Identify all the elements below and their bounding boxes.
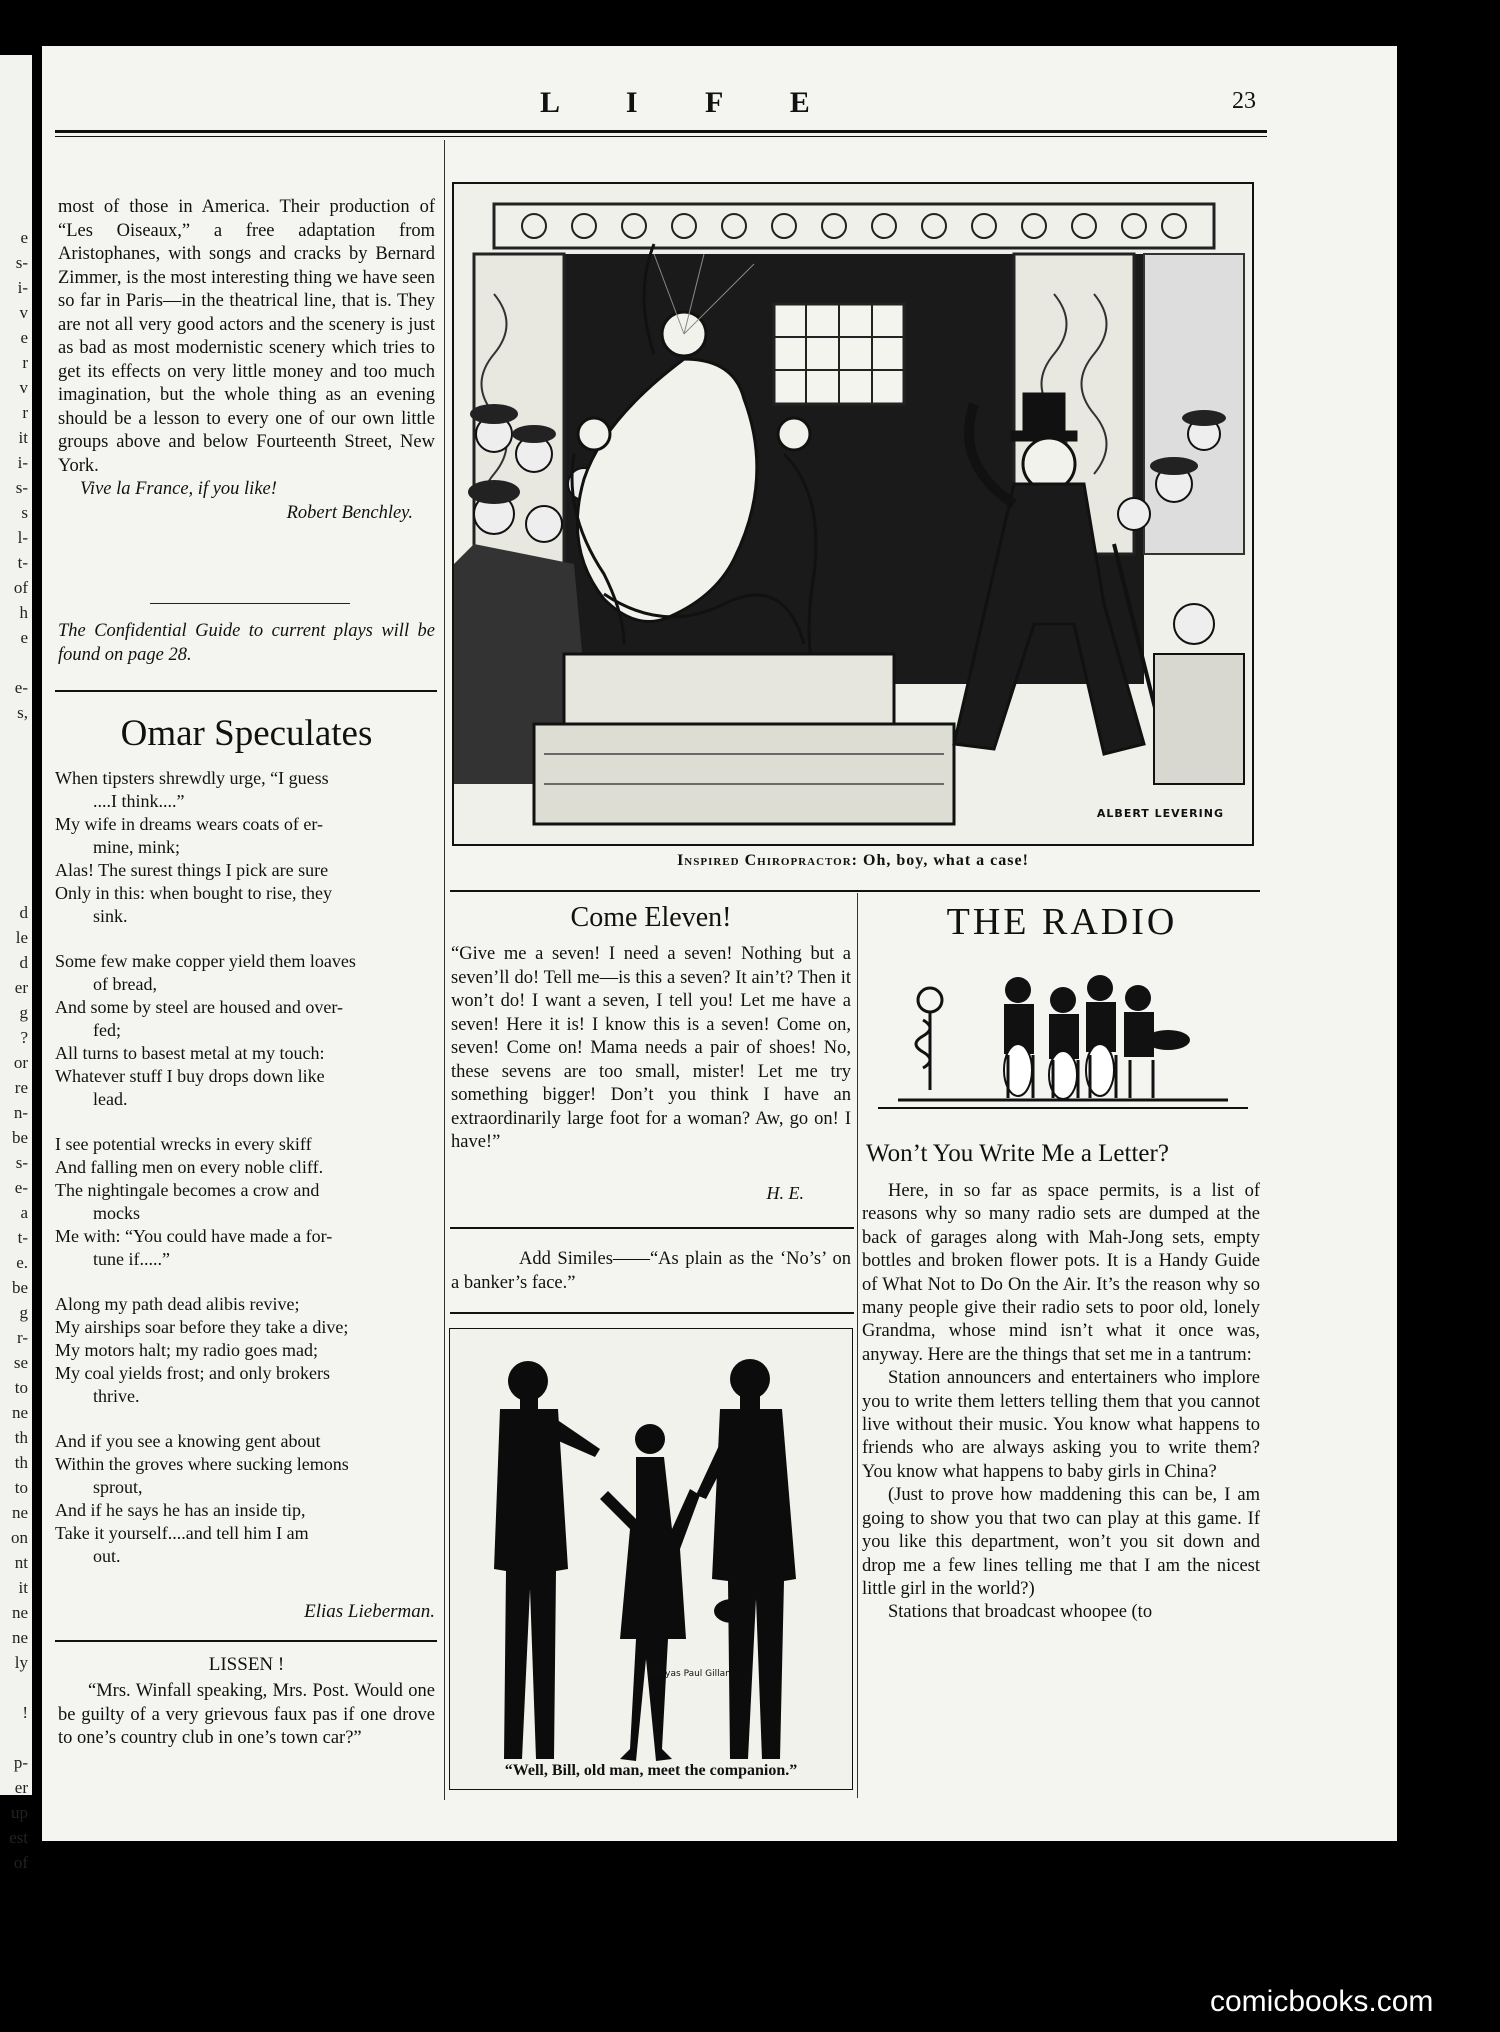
masthead-rule [55,130,1267,133]
prev-page-fragment: se [13,1353,28,1372]
poem-line: All turns to basest metal at my touch: [55,1043,325,1063]
prev-page-fragment: er [14,1778,28,1797]
radio-title: THE RADIO [946,901,1178,943]
prev-page-fragment: be [11,1128,28,1147]
prev-page-fragment: g [19,1303,28,1322]
prev-page-fragment: est [9,1828,28,1847]
poem-line: And falling men on every noble cliff. [55,1157,324,1177]
prev-page-fragment [4,875,28,900]
theater-review [58,196,435,525]
theater-closing: Vive la France, if you like! [80,479,277,499]
prev-page-fragment: ne [11,1503,28,1522]
poem-line: tune if.....” [93,1249,170,1269]
prev-page-fragment: s- [15,1153,28,1172]
poem-line: My motors halt; my radio goes mad; [55,1340,318,1360]
poem-line: Only in this: when bought to rise, they [55,883,332,903]
add-similes: Add Similes——“As plain as the ‘No’s’ on a banker’s face.” [451,1249,851,1293]
poem-line: lead. [93,1089,128,1109]
theater-signature: Robert Benchley. [286,502,413,523]
prev-page-fragment: ne [11,1603,28,1622]
prev-page-fragment: t- [17,553,28,572]
prev-page-fragment: s [21,503,28,522]
poem-line: thrive. [93,1386,140,1406]
radio-paragraph: Stations that broadcast whoopee (to [888,1602,1153,1623]
masthead-rule-thin [55,136,1267,137]
prev-page-fragment: th [14,1428,28,1447]
chiropractor-cartoon [452,182,1254,846]
poem-line: mocks [93,1203,140,1223]
prev-page-fragment: nt [14,1553,28,1572]
prev-page-fragment [4,850,28,875]
prev-page-fragment: e- [14,1178,28,1197]
page-number: 23 [1232,88,1256,114]
prev-page-fragment: i- [17,278,28,297]
poem-line: When tipsters shrewdly urge, “I guess [55,768,329,788]
prev-page-fragment: e [20,228,28,247]
prev-page-fragment: of [13,578,28,597]
prev-page-fragment: be [11,1278,28,1297]
prev-page-fragment: up [11,1803,28,1822]
prev-page-fragment: to [14,1478,28,1497]
prev-page-fragment: of [13,1853,28,1872]
prev-page-fragment: h [19,603,28,622]
prev-page-fragment [4,650,28,675]
silhouette-cartoon [449,1328,853,1790]
prev-page-fragment: i- [17,453,28,472]
prev-page-fragment: on [11,1528,28,1547]
prev-page-fragment: ! [22,1703,28,1722]
poem-line: Alas! The surest things I pick are sure [55,860,329,880]
prev-page-fragment: it [18,1578,28,1597]
silhouette-illustration [450,1329,852,1789]
come-eleven-initials: H. E. [766,1183,804,1203]
poem-line: Along my path dead alibis revive; [55,1294,300,1314]
lissen-text: “Mrs. Winfall speaking, Mrs. Post. Would one be guilty of a very grievous faux pas if one drove to one’s country club in one’s town car?” [58,1681,435,1748]
radio-paragraph: (Just to prove how maddening this can be, I am going to show you that two can play at this game. If you like this department, won’t you sit down and drop me a few lines telling me that I am the nicest little girl in the world?) [862,1485,1260,1599]
radio-subtitle: Won’t You Write Me a Letter? [866,1140,1169,1167]
prev-page-fragment [4,750,28,775]
poem-line: Whatever stuff I buy drops down like [55,1066,325,1086]
prev-page-fragment: v [19,303,28,322]
silhouette-caption: “Well, Bill, old man, meet the companion.” [504,1762,798,1779]
prev-page-fragment: ne [11,1403,28,1422]
prev-page-fragment [4,800,28,825]
section-rule [450,1227,854,1229]
guide-note: The Confidential Guide to current plays will be found on page 28. [58,621,435,665]
prev-page-fragment: ly [14,1653,28,1672]
prev-page-fragment: t- [17,1228,28,1247]
radio-paragraph: Here, in so far as space permits, is a list of reasons why so many radio sets are dumped at the back of garages along with Mah-Jong sets, empty bottles and broken flower pots. It is a Handy Guide of What Not to Do On the Air. It’s the reason why so many people give their radio sets to poor old, lonely Grandma, whose mind isn’t what it once was, anyway. Here are the things that set me in a tantrum: [862,1181,1260,1365]
radio-article [862,1180,1260,1625]
poem-line: fed; [93,1020,121,1040]
poem-line: Take it yourself....and tell him I am [55,1523,309,1543]
poem-line: My coal yields frost; and only brokers [55,1363,330,1383]
prev-page-fragment: s- [15,478,28,497]
poem-line: out. [93,1546,121,1566]
previous-page-text [4,225,28,1875]
poem-line: And if you see a knowing gent about [55,1431,321,1451]
prev-page-fragment: a [20,1203,28,1222]
poem-line: The nightingale becomes a crow and [55,1180,320,1200]
prev-page-fragment [4,825,28,850]
prev-page-fragment: g [19,1003,28,1022]
column-divider [444,140,445,1800]
prev-page-fragment: e. [16,1253,28,1272]
chiropractor-caption [452,852,1254,870]
prev-page-fragment: r [22,403,28,422]
prev-page-fragment: d [19,953,28,972]
prev-page-fragment: ? [20,1028,28,1047]
section-rule [55,1640,437,1642]
poem-line: My airships soar before they take a dive; [55,1317,349,1337]
omar-signature: Elias Lieberman. [304,1601,435,1622]
prev-page-fragment: r- [17,1328,28,1347]
prev-page-fragment: th [14,1453,28,1472]
column-divider [857,893,858,1798]
poem-line: Within the groves where sucking lemons [55,1454,349,1474]
prev-page-fragment: it [18,428,28,447]
theater-paragraph: most of those in America. Their production of “Les Oiseaux,” a free adaptation from Aristophanes, with songs and cracks by Bernard Zimmer, is the most interesting thing we have seen so far in Paris—in the theatrical line, that is. They are not all very good actors and the scenery is just as bad as most modernistic scenery which tries to get its effects on very little money and too much imagination, but the whole thing as an evening should be a lesson to every one of our own little groups above and below Fourteenth Street, New York. [58,197,435,476]
prev-page-fragment: le [15,928,28,947]
orchestra-illustration [868,960,1258,1125]
prev-page-fragment: d [19,903,28,922]
poem-line: mine, mink; [93,837,180,857]
poem-line: I see potential wrecks in every skiff [55,1134,312,1154]
prev-page-fragment: s- [15,253,28,272]
poem-line: sink. [93,906,128,926]
chiropractor-illustration [454,184,1252,844]
prev-page-fragment: r [22,353,28,372]
radio-paragraph: Station announcers and entertainers who implore you to write them letters telling them that you cannot live without their music. You know what happens to friends who are always asking you to write them? You know what happens to baby girls in China? [862,1368,1260,1482]
poem-line: Some few make copper yield them loaves [55,951,356,971]
caption-text: Oh, boy, what a case! [863,852,1029,869]
prev-page-fragment: e [20,328,28,347]
previous-page-edge [0,55,32,1872]
prev-page-fragment: s, [17,703,28,722]
prev-page-fragment [4,775,28,800]
omar-poem [55,767,437,1568]
prev-page-fragment: e- [14,678,28,697]
prev-page-fragment: ne [11,1628,28,1647]
masthead-title: L I F E [540,86,840,119]
come-eleven-title: Come Eleven! [570,902,732,933]
prev-page-fragment: to [14,1378,28,1397]
prev-page-fragment: e [20,628,28,647]
poem-line: of bread, [93,974,157,994]
artist-signature: ALBERT LEVERING [1096,807,1224,820]
prev-page-fragment: er [14,978,28,997]
prev-page-fragment [4,725,28,750]
poem-line: Me with: “You could have made a for- [55,1226,333,1246]
section-rule [450,890,1260,892]
section-divider [150,603,350,604]
prev-page-fragment [4,1675,28,1700]
watermark: comicbooks.com [1210,1985,1434,2018]
caption-speaker: Inspired Chiropractor: [677,852,858,869]
prev-page-fragment: p- [13,1753,28,1772]
prev-page-fragment: v [19,378,28,397]
omar-title: Omar Speculates [120,713,373,754]
lissen-title: LISSEN ! [208,1654,285,1675]
poem-line: ....I think....” [93,791,185,811]
poem-line: sprout, [93,1477,143,1497]
prev-page-fragment: n- [13,1103,28,1122]
come-eleven-text: “Give me a seven! I need a seven! Nothing but a seven’ll do! Tell me—is this a seven? It ain’t? Then it won’t do! I want a seven, I tell you! Let me have a seven! Here it is! I know this is a seven! Come on, seven! Come on! Mama needs a pair of shoes! No, these sevens are too small, mister! Let me try something bigger! Don’t you think I have an extraordinarily large foot for a woman? Aw, go on! I have!” [451,944,851,1152]
prev-page-fragment [4,1725,28,1750]
section-rule [55,690,437,692]
section-rule [450,1312,854,1314]
poem-line: And some by steel are housed and over- [55,997,344,1017]
prev-page-fragment: or [13,1053,28,1072]
prev-page-fragment: re [14,1078,28,1097]
poem-line: And if he says he has an inside tip, [55,1500,306,1520]
prev-page-fragment: l- [17,528,28,547]
artist-signature: Gluyas Paul Gillam [650,1669,734,1679]
radio-header-illustration [868,960,1258,1125]
poem-line: My wife in dreams wears coats of er- [55,814,324,834]
